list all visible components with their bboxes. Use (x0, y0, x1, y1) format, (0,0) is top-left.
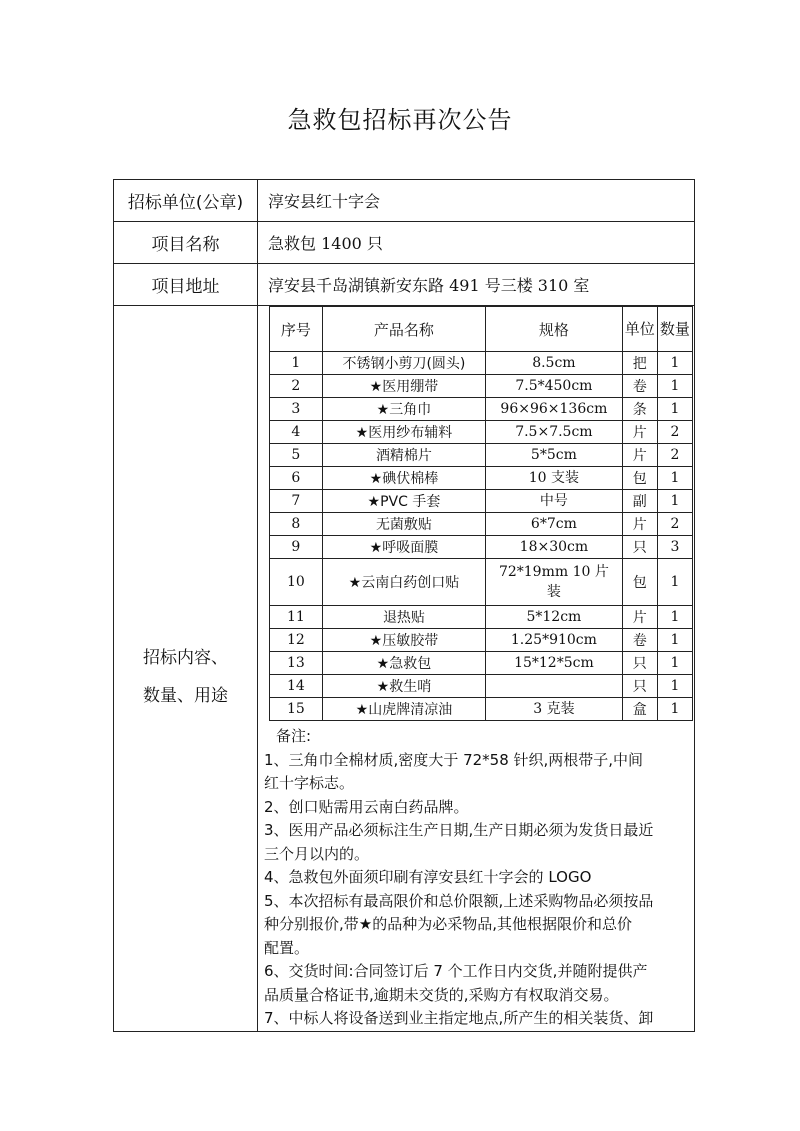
table-row (270, 629, 693, 652)
note-3-line2: 三个月以内的。 (264, 844, 370, 863)
table-row (270, 352, 693, 375)
items-table (269, 306, 693, 721)
table-row (270, 490, 693, 513)
table-row (270, 536, 693, 559)
cell-qty: 2 (657, 421, 692, 444)
cell-spec: 5*12cm (486, 606, 623, 629)
note-2: 2、创口贴需用云南白药品牌。 (264, 797, 469, 816)
cell-qty: 1 (657, 559, 692, 606)
cell-name: ★医用绷带 (322, 375, 485, 398)
notes-heading: 备注: (276, 727, 312, 745)
tender-content-label-line2: 数量、用途 (143, 686, 228, 707)
tender-unit-value: 淳安县红十字会 (258, 180, 695, 222)
cell-unit: 包 (622, 467, 657, 490)
cell-name: ★云南白药创口贴 (322, 559, 485, 606)
cell-name: 酒精棉片 (322, 444, 485, 467)
cell-qty: 1 (657, 606, 692, 629)
cell-qty: 1 (657, 652, 692, 675)
items-header-row (270, 307, 693, 352)
cell-qty: 2 (657, 444, 692, 467)
header-qty: 数量 (657, 307, 692, 352)
cell-name: ★三角巾 (322, 398, 485, 421)
note-3-line1: 3、医用产品必须标注生产日期,生产日期必须为发货日最近 (264, 821, 654, 839)
note-5-line3: 配置。 (264, 938, 310, 957)
note-1-line2: 红十字标志。 (264, 774, 355, 792)
cell-unit: 包 (622, 559, 657, 606)
table-row (270, 559, 693, 606)
cell-name: ★PVC 手套 (322, 490, 485, 513)
cell-qty: 1 (657, 675, 692, 698)
cell-spec: 5*5cm (486, 444, 623, 467)
cell-spec: 15*12*5cm (486, 652, 623, 675)
cell-spec: 6*7cm (486, 513, 623, 536)
cell-spec-line2: 装 (546, 584, 561, 600)
cell-no: 7 (270, 490, 323, 513)
note-6-line2: 品质量合格证书,逾期未交货的,采购方有权取消交易。 (264, 985, 619, 1004)
cell-unit: 片 (622, 444, 657, 467)
cell-unit: 片 (622, 513, 657, 536)
cell-name: ★医用纱布辅料 (322, 421, 485, 444)
tender-content-label-line1: 招标内容、 (143, 648, 228, 669)
cell-spec: 7.5×7.5cm (486, 421, 623, 444)
note-6-line1: 6、交货时间:合同签订后 7 个工作日内交货,并随附提供产 (264, 962, 648, 980)
table-row (270, 513, 693, 536)
header-no: 序号 (270, 307, 323, 352)
cell-no: 9 (270, 536, 323, 559)
cell-qty: 1 (657, 629, 692, 652)
cell-unit: 只 (622, 536, 657, 559)
cell-name: ★碘伏棉棒 (322, 467, 485, 490)
cell-spec: 7.5*450cm (486, 375, 623, 398)
cell-unit: 只 (622, 675, 657, 698)
note-7-line1: 7、中标人将设备送到业主指定地点,所产生的相关装货、卸 (264, 1009, 654, 1027)
table-row (270, 467, 693, 490)
cell-no: 14 (270, 675, 323, 698)
row-tender-content (114, 306, 695, 1032)
cell-name: ★山虎牌清凉油 (322, 698, 485, 721)
cell-qty: 1 (657, 698, 692, 721)
header-spec: 规格 (486, 307, 623, 352)
cell-name: 退热贴 (322, 606, 485, 629)
table-row (270, 398, 693, 421)
cell-qty: 1 (657, 490, 692, 513)
cell-no: 11 (270, 606, 323, 629)
cell-spec: 96×96×136cm (486, 398, 623, 421)
tender-unit-label: 招标单位(公章) (114, 180, 258, 222)
cell-no: 1 (270, 352, 323, 375)
note-5-line2: 种分别报价,带★的品种为必采物品,其他根据限价和总价 (264, 915, 632, 933)
cell-qty: 3 (657, 536, 692, 559)
cell-spec (486, 559, 623, 606)
page-title: 急救包招标再次公告 (287, 106, 513, 134)
cell-unit: 片 (622, 606, 657, 629)
cell-unit: 盒 (622, 698, 657, 721)
cell-spec-line1: 72*19mm 10 片 (498, 564, 609, 580)
cell-spec: 8.5cm (486, 352, 623, 375)
table-row (270, 698, 693, 721)
row-tender-unit (114, 180, 695, 222)
cell-unit: 把 (622, 352, 657, 375)
cell-spec (486, 675, 623, 698)
table-row (270, 375, 693, 398)
cell-no: 3 (270, 398, 323, 421)
cell-qty: 1 (657, 375, 692, 398)
tender-info-table (113, 179, 695, 1032)
cell-spec: 3 克装 (486, 698, 623, 721)
cell-name: ★呼吸面膜 (322, 536, 485, 559)
cell-name: 不锈钢小剪刀(圆头) (322, 352, 485, 375)
cell-no: 8 (270, 513, 323, 536)
project-name-label: 项目名称 (114, 222, 258, 264)
cell-name: ★救生哨 (322, 675, 485, 698)
cell-no: 2 (270, 375, 323, 398)
cell-no: 10 (270, 559, 323, 606)
row-project-address (114, 264, 695, 306)
tender-content-cell (258, 306, 695, 1032)
row-project-name (114, 222, 695, 264)
cell-no: 5 (270, 444, 323, 467)
cell-name: ★急救包 (322, 652, 485, 675)
table-row (270, 444, 693, 467)
cell-unit: 片 (622, 421, 657, 444)
cell-unit: 卷 (622, 629, 657, 652)
cell-spec: 中号 (486, 490, 623, 513)
cell-unit: 卷 (622, 375, 657, 398)
cell-spec: 1.25*910cm (486, 629, 623, 652)
cell-qty: 1 (657, 352, 692, 375)
table-row (270, 675, 693, 698)
table-row (270, 421, 693, 444)
cell-no: 13 (270, 652, 323, 675)
note-4: 4、急救包外面须印刷有淳安县红十字会的 LOGO (264, 868, 592, 886)
cell-qty: 1 (657, 398, 692, 421)
project-address-label: 项目地址 (114, 264, 258, 306)
cell-name: 无菌敷贴 (322, 513, 485, 536)
cell-no: 4 (270, 421, 323, 444)
cell-qty: 2 (657, 513, 692, 536)
cell-unit: 条 (622, 398, 657, 421)
cell-no: 12 (270, 629, 323, 652)
table-row (270, 606, 693, 629)
header-name: 产品名称 (322, 307, 485, 352)
cell-unit: 只 (622, 652, 657, 675)
project-address-value: 淳安县千岛湖镇新安东路 491 号三楼 310 室 (258, 264, 695, 306)
notes-section (258, 721, 694, 1031)
cell-name: ★压敏胶带 (322, 629, 485, 652)
cell-spec: 10 支装 (486, 467, 623, 490)
note-1-line1: 1、三角巾全棉材质,密度大于 72*58 针织,两根带子,中间 (264, 750, 644, 769)
tender-content-label (114, 306, 258, 1032)
header-unit: 单位 (622, 307, 657, 352)
cell-spec: 18×30cm (486, 536, 623, 559)
cell-no: 6 (270, 467, 323, 490)
cell-qty: 1 (657, 467, 692, 490)
table-row (270, 652, 693, 675)
project-name-value: 急救包 1400 只 (258, 222, 695, 264)
cell-no: 15 (270, 698, 323, 721)
cell-unit: 副 (622, 490, 657, 513)
note-5-line1: 5、本次招标有最高限价和总价限额,上述采购物品必须按品 (264, 891, 654, 910)
